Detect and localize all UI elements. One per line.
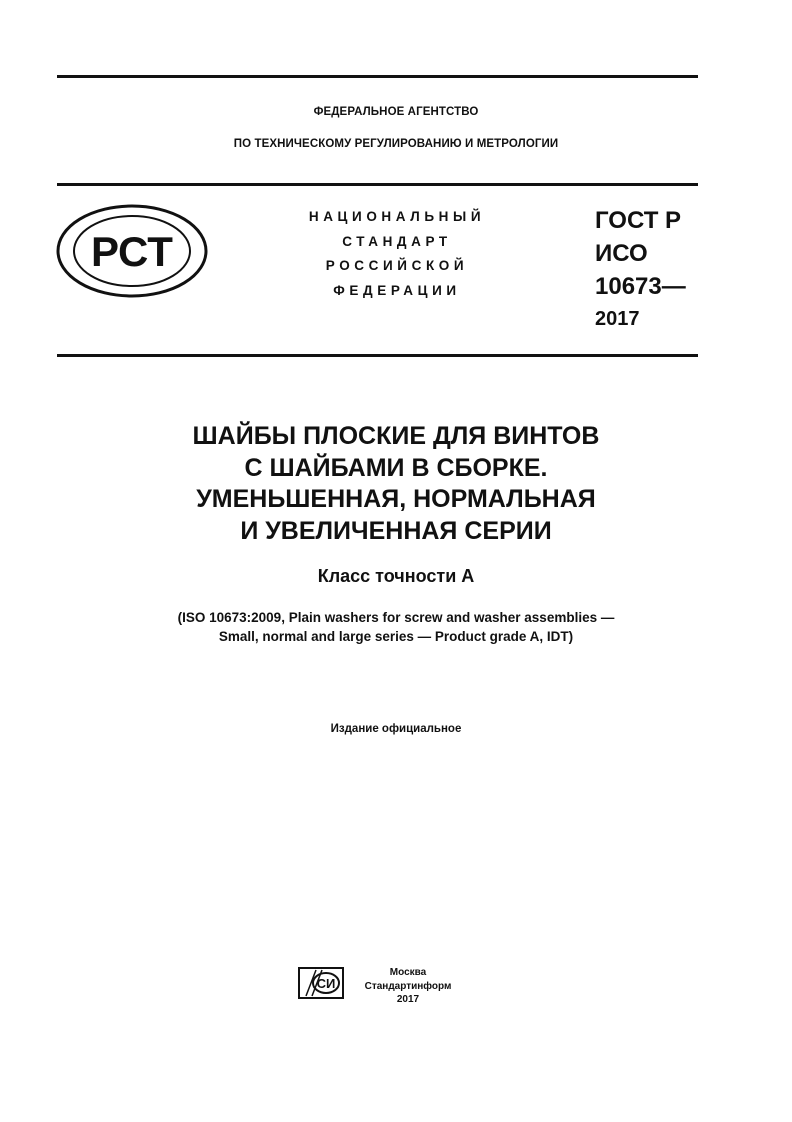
publisher-year: 2017 bbox=[396, 994, 420, 1005]
national-standard-line: РОССИЙСКОЙ bbox=[325, 258, 469, 273]
rst-logo-text: РСТ bbox=[91, 228, 173, 275]
standard-code bbox=[595, 204, 686, 336]
document-title-line: И УВЕЛИЧЕННАЯ СЕРИИ bbox=[240, 516, 552, 545]
product-grade: Класс точности A bbox=[317, 566, 475, 586]
iso-reference-line: Small, normal and large series — Product grade A, IDT) bbox=[218, 629, 574, 644]
header-rule-top bbox=[57, 183, 698, 186]
document-title-line: ШАЙБЫ ПЛОСКИЕ ДЛЯ ВИНТОВ bbox=[192, 422, 600, 450]
top-rule bbox=[57, 75, 698, 78]
edition-label: Издание официальное bbox=[330, 723, 462, 735]
standartinform-logo-text: СИ bbox=[316, 976, 336, 991]
standard-code-line: ГОСТ Р bbox=[595, 207, 682, 234]
iso-reference-line: (ISO 10673:2009, Plain washers for screw and washer assemblies — bbox=[177, 610, 615, 625]
publisher-info bbox=[355, 966, 461, 1007]
national-standard-line: НАЦИОНАЛЬНЫЙ bbox=[308, 209, 486, 224]
standartinform-logo-icon bbox=[298, 966, 344, 1005]
agency-line-2: ПО ТЕХНИЧЕСКОМУ РЕГУЛИРОВАНИЮ И МЕТРОЛОГИИ bbox=[233, 138, 559, 150]
document-title-line: С ШАЙБАМИ В СБОРКЕ. bbox=[244, 453, 548, 482]
publisher-name: Стандартинформ bbox=[364, 980, 452, 992]
publisher-city: Москва bbox=[389, 967, 427, 978]
standard-code-line: 2017 bbox=[595, 308, 640, 330]
header-rule-bottom bbox=[57, 354, 698, 357]
national-standard-label bbox=[262, 205, 532, 303]
national-standard-line: СТАНДАРТ bbox=[342, 233, 452, 249]
standard-code-line: 10673— bbox=[595, 273, 686, 300]
agency-line-1: ФЕДЕРАЛЬНОЕ АГЕНТСТВО bbox=[313, 106, 479, 118]
document-title-line: УМЕНЬШЕННАЯ, НОРМАЛЬНАЯ bbox=[196, 485, 596, 513]
iso-reference bbox=[76, 608, 716, 646]
rst-logo-icon bbox=[54, 202, 210, 305]
document-title bbox=[96, 421, 696, 547]
national-standard-line: ФЕДЕРАЦИИ bbox=[333, 282, 461, 298]
standard-code-line: ИСО bbox=[595, 240, 648, 267]
